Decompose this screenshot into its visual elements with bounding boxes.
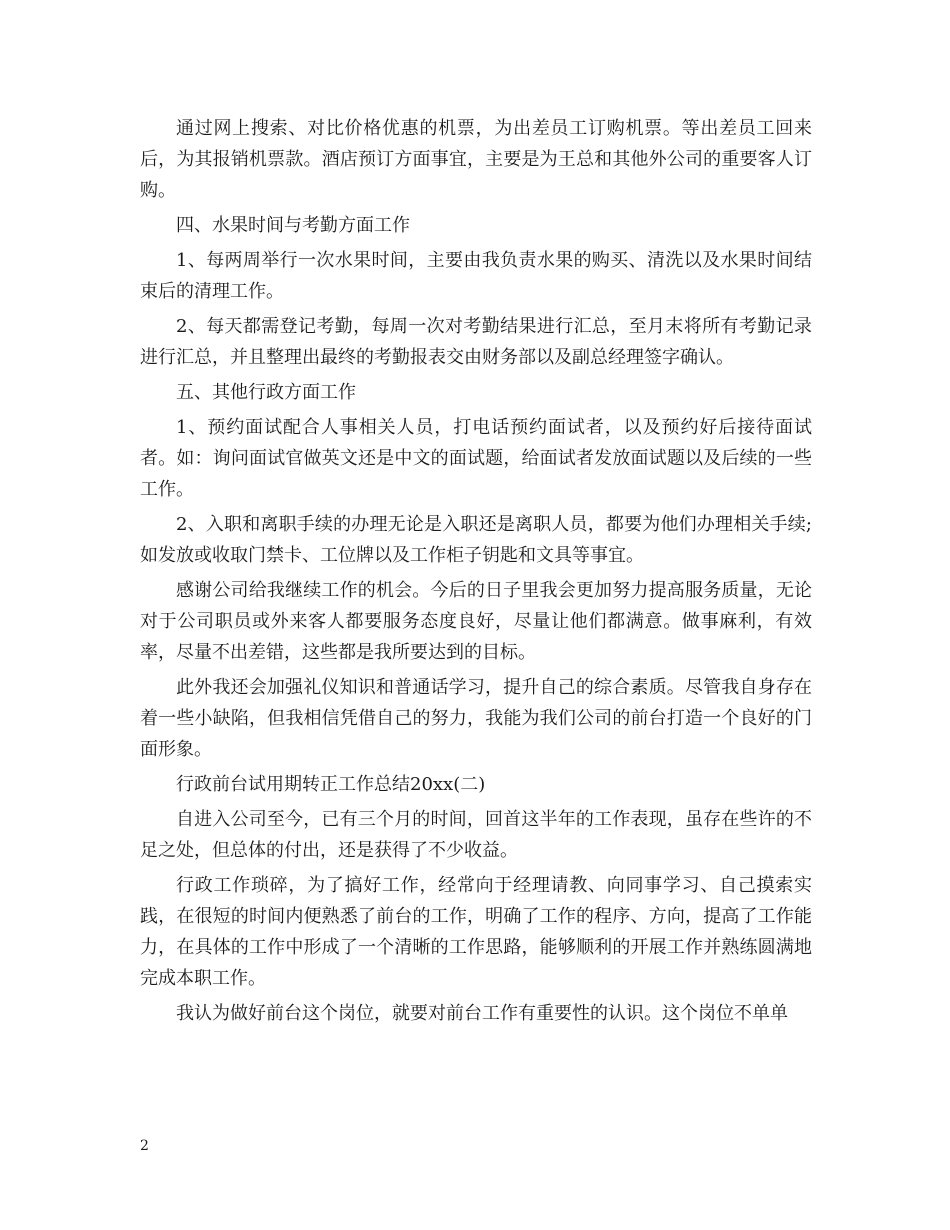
paragraph-front-desk: 我认为做好前台这个岗位，就要对前台工作有重要性的认识。这个岗位不单单: [176, 1003, 788, 1024]
paragraph-fruit-time: 1、每两周举行一次水果时间，主要由我负责水果的购买、清洗以及水果时间结束后的清理工作。: [140, 250, 812, 302]
paragraph-attendance: 2、每天都需登记考勤，每周一次对考勤结果进行汇总，至月末将所有考勤记录进行汇总，并且整理出最终的考勤报表交由财务部以及副总经理签字确认。: [140, 316, 812, 368]
paragraph-three-months: 自进入公司至今，已有三个月的时间，回首这半年的工作表现，虽存在些许的不足之处，但总体的付出，还是获得了不少收益。: [140, 809, 812, 861]
paragraph-admin-work: 行政工作琐碎，为了搞好工作，经常向于经理请教、向同事学习、自己摸索实践，在很短的时间内便熟悉了前台的工作，明确了工作的程序、方向，提高了工作能力，在具体的工作中形成了一个清晰的工作思路，能够顺利的开展工作并熟练圆满地完成本职工作。: [140, 875, 812, 989]
paragraph-onboarding: 2、入职和离职手续的办理无论是入职还是离职人员，都要为他们办理相关手续;如发放或收取门禁卡、工位牌以及工作柜子钥匙和文具等事宜。: [140, 514, 812, 566]
document-subtitle: 行政前台试用期转正工作总结20xx(二): [176, 774, 486, 795]
paragraph-interview: 1、预约面试配合人事相关人员，打电话预约面试者，以及预约好后接待面试者。如：询问面试官做英文还是中文的面试题，给面试者发放面试题以及后续的一些工作。: [140, 417, 812, 500]
page-number: 2: [140, 1138, 149, 1154]
paragraph-self-improvement: 此外我还会加强礼仪知识和普通话学习，提升自己的综合素质。尽管我自身存在着一些小缺陷，但我相信凭借自己的努力，我能为我们公司的前台打造一个良好的门面形象。: [140, 677, 812, 760]
section-heading-other-admin: 五、其他行政方面工作: [176, 382, 356, 403]
section-heading-fruit-attendance: 四、水果时间与考勤方面工作: [176, 215, 410, 236]
paragraph-airfare-hotel: 通过网上搜索、对比价格优惠的机票，为出差员工订购机票。等出差员工回来后，为其报销机票款。酒店预订方面事宜，主要是为王总和其他外公司的重要客人订购。: [140, 118, 812, 201]
paragraph-gratitude: 感谢公司给我继续工作的机会。今后的日子里我会更加努力提高服务质量，无论对于公司职员或外来客人都要服务态度良好，尽量让他们都满意。做事麻利，有效率，尽量不出差错，这些都是我所要达到的目标。: [140, 580, 812, 663]
document-body: [140, 113, 812, 1033]
